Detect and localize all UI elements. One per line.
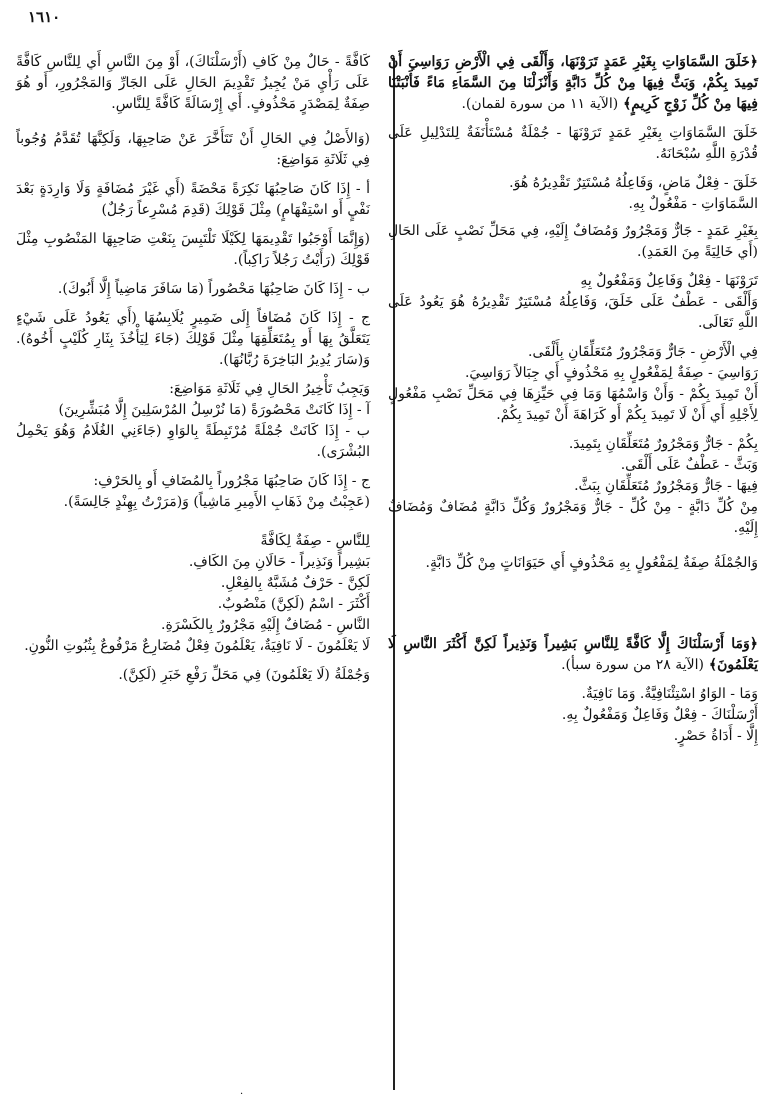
verse-reference: (الآية ١١ من سورة لقمان). xyxy=(461,96,619,112)
grammar-note: ب - إِذَا كَانَ صَاحِبُهَا مَحْصُوراً (مَا سَافَرَ مَاضِياً إِلَّا أَبُوكَ). xyxy=(57,281,370,297)
parsing-line: وَجُمْلَةُ (لَا يَعْلَمُونَ) فِي مَحَلِّ رَفْعِ خَبَرِ (لَكِنَّ). xyxy=(118,667,370,683)
grammar-note: ب - إِذَا كَانَتْ جُمْلَةً مُرْتَبِطَةً بِالوَاوِ (جَاءَنِي الغُلَامُ وَهُوَ يَحْمِلُ البُشْرَى). xyxy=(16,423,370,460)
parsing-line: السَّمَاوَاتِ - مَفْعُولٌ بِهِ. xyxy=(628,196,758,212)
grammar-note: (وَإِنَّمَا أَوْجَبُوا تَقْدِيمَهَا لِكَيْلَا تَلْتَبِسَ بِنَعْتِ صَاحِبِهَا المَنْصُوبِ مِثْلَ قَوْلِكَ (رَأَيْتُ رَجُلاً رَاكِباً). xyxy=(16,231,370,268)
parsing-line: لِلنَّاسِ - صِفَةٌ لِكَافَّةً xyxy=(260,533,370,549)
grammar-note: (عَجِبْتُ مِنْ ذَهَابِ الأَمِيرِ مَاشِياً) وَ(مَرَرْتُ بِهِنْدٍ جَالِسَةً). xyxy=(63,494,370,510)
parsing-line: وَبَثَّ - عَطْفٌ عَلَى أَلْقَى. xyxy=(620,457,758,473)
parsing-line: فِيهَا - جَارٌّ وَمَجْرُورٌ مُتَعَلِّقَانِ بِبَثَّ. xyxy=(574,478,758,494)
grammar-note: أ - إِذَا كَانَ صَاحِبُهَا نَكِرَةً مَحْضَةً (أَي غَيْرَ مُضَافَةٍ وَلَا وَارِدَةٍ بَعْدَ نَفْيٍ أَو اسْتِفْهَامٍ) مِثْلَ قَوْلِكَ (قَدِمَ مُسْرِعاً رَجُلٌ) xyxy=(16,181,370,218)
parsing-line: النَّاسِ - مُضَافٌ إِلَيْهِ مَجْرُورٌ بِالكَسْرَةِ. xyxy=(161,617,370,633)
grammar-note: وَيَجِبُ تَأْخِيرُ الحَالِ فِي ثَلَاثَةِ مَوَاضِعَ: xyxy=(169,381,370,397)
grammar-note: آ - إِذَا كَانَتْ مَحْصُورَةً (مَا نُرْسِلُ المُرْسَلِينَ إِلَّا مُبَشِّرِينَ) xyxy=(58,402,370,418)
parsing-line: تَرَوْنَهَا - فِعْلٌ وَفَاعِلٌ وَمَفْعُولٌ بِهِ xyxy=(580,273,758,289)
parsing-line: لَا يَعْلَمُونَ - لَا نَافِيَةٌ، يَعْلَمُونَ فِعْلٌ مُضَارِعٌ مَرْفُوعٌ بِثُبُوتِ النُّونِ. xyxy=(24,638,370,654)
parsing-line: أَكْثَرَ - اسْمُ (لَكِنَّ) مَنْصُوبٌ. xyxy=(217,596,370,612)
parsing-line: أَنْ تَمِيدَ بِكُمْ - وَأَنْ وَاسْمُهَا وَمَا فِي حَيِّزِهَا فِي مَحَلِّ نَصْبِ مَفْعُولٍ لِأَجْلِهِ أَي أَنْ لَا تَمِيدَ بِكُمْ أَو كَرَاهَةَ أَنْ تَمِيدَ بِكُمْ. xyxy=(388,386,758,423)
parsing-line: بِغَيْرِ عَمَدٍ - جَارٌّ وَمَجْرُورٌ وَمُضَافٌ إِلَيْهِ، فِي مَحَلِّ نَصْبٍ عَلَى الحَالِ (أَي خَالِيَةً مِنَ العَمَدِ). xyxy=(388,223,758,260)
right-column xyxy=(388,52,758,747)
parsing-line: إِلَّا - أَدَاةُ حَصْرٍ. xyxy=(673,728,758,744)
print-mark: · xyxy=(240,1089,244,1100)
parsing-line: خَلَقَ السَّمَاوَاتِ بِغَيْرِ عَمَدٍ تَرَوْنَهَا - جُمْلَةٌ مُسْتَأْنَفَةٌ لِلتَدْلِيلِ عَلَى قُدْرَةِ اللَّهِ سُبْحَانَهُ. xyxy=(388,125,758,162)
grammar-note: ج - إِذَا كَانَ صَاحِبُهَا مَجْرُوراً بِالمُضَافِ أَو بِالحَرْفِ: xyxy=(93,473,370,489)
verse-reference: (الآية ٢٨ من سورة سبأ). xyxy=(561,657,705,673)
parsing-line: أَرْسَلْنَاكَ - فِعْلٌ وَفَاعِلٌ وَمَفْعُولٌ بِهِ. xyxy=(561,707,758,723)
parsing-line: بَشِيراً وَنَذِيراً - حَالَانِ مِنَ الكَافِ. xyxy=(188,554,370,570)
parsing-line: كَافَّةً - حَالٌ مِنْ كَافِ (أَرْسَلْنَاكَ)، أَوْ مِنَ النَّاسِ أَي لِلنَّاسِ كَافَّةً عَلَى رَأْيِ مَنْ يُجِيزُ تَقْدِيمَ الحَالِ عَلَى الجَارِّ وَالمَجْرُورِ، أَو هُوَ صِفَةٌ لِمَصْدَرٍ مَحْذُوفٍ. أَي إِرْسَالَةً كَافَّةً لِلنَّاسِ. xyxy=(16,54,370,112)
quran-verse-saba: ﴿وَمَا أَرْسَلْنَاكَ إِلَّا كَافَّةً لِلنَّاسِ بَشِيراً وَنَذِيراً لَكِنَّ أَكْثَرَ النَّاسِ لَا يَعْلَمُونَ﴾ (الآية ٢٨ من سورة سبأ). xyxy=(388,636,758,673)
parsing-line: وَمَا - الوَاوُ اسْتِئْنَافِيَّةٌ. وَمَا نَافِيَةٌ. xyxy=(581,686,758,702)
parsing-line: رَوَاسِيَ - صِفَةٌ لِمَفْعُولٍ بِهِ مَحْذُوفٍ أَي جِبَالاً رَوَاسِيَ. xyxy=(464,365,758,381)
parsing-line: لَكِنَّ - حَرْفٌ مُشَبَّهٌ بِالفِعْلِ. xyxy=(220,575,370,591)
parsing-line: مِنْ كُلِّ دَابَّةٍ - مِنْ كُلِّ - جَارٌّ وَمَجْرُورٌ وَكُلِّ دَابَّةٍ مُضَافٌ وَمُضَافٌ إِلَيْهِ. xyxy=(388,499,758,536)
page-number: ١٦١٠ xyxy=(28,8,61,26)
parsing-line: بِكُمْ - جَارٌّ وَمَجْرُورٌ مُتَعَلِّقَانِ بِتَمِيدَ. xyxy=(568,436,758,452)
grammar-note: ج - إِذَا كَانَ مُضَافاً إِلَى ضَمِيرٍ يُلَابِسُهَا (أَي يَعُودُ عَلَى شَيْءٍ يَتَعَلَّقُ بِهَا أَو بِمُتَعَلِّقِهَا مِثْلَ قَوْلِكَ (جَاءَ لِيَأْخُذَ بِثَارِ كُلَيْبٍ أَخُوهُ). وَ(سَارَ يُدِيرُ البَاخِرَةَ رُبَّانُهَا). xyxy=(16,310,370,368)
grammar-note: (وَالأَصْلُ فِي الحَالِ أَنْ تَتَأَخَّرَ عَنْ صَاحِبِهَا، وَلَكِنَّهَا تُقَدَّمُ وُجُوباً فِي ثَلَاثَةِ مَوَاضِعَ: xyxy=(16,131,370,168)
parsing-line: وَأَلْقَى - عَطْفٌ عَلَى خَلَقَ، وَفَاعِلُهُ مُسْتَتِرٌ تَقْدِيرُهُ هُوَ يَعُودُ عَلَى اللَّهِ تَعَالَى. xyxy=(388,294,758,331)
left-column xyxy=(16,52,370,686)
quran-verse-luqman: ﴿خَلَقَ السَّمَاوَاتِ بِغَيْرِ عَمَدٍ تَرَوْنَهَا، وَأَلْقَى فِي الْأَرْضِ رَوَاسِيَ أَنْ تَمِيدَ بِكُمْ، وَبَثَّ فِيهَا مِنْ كُلِّ دَابَّةٍ وَأَنْزَلْنَا مِنَ السَّمَاءِ مَاءً فَأَنْبَتْنَا فِيهَا مِنْ كُلِّ زَوْجٍ كَرِيمٍ﴾ (الآية ١١ من سورة لقمان). xyxy=(388,54,758,112)
parsing-line: خَلَقَ - فِعْلٌ مَاضٍ، وَفَاعِلُهُ مُسْتَتِرٌ تَقْدِيرُهُ هُوَ. xyxy=(509,175,758,191)
parsing-line: وَالجُمْلَةُ صِفَةٌ لِمَفْعُولٍ بِهِ مَحْذُوفٍ أَي حَيَوَانَاتٍ مِنْ كُلِّ دَابَّةٍ. xyxy=(425,555,758,571)
parsing-line: فِي الْأَرْضِ - جَارٌّ وَمَجْرُورٌ مُتَعَلِّقَانِ بِأَلْقَى. xyxy=(528,344,758,360)
